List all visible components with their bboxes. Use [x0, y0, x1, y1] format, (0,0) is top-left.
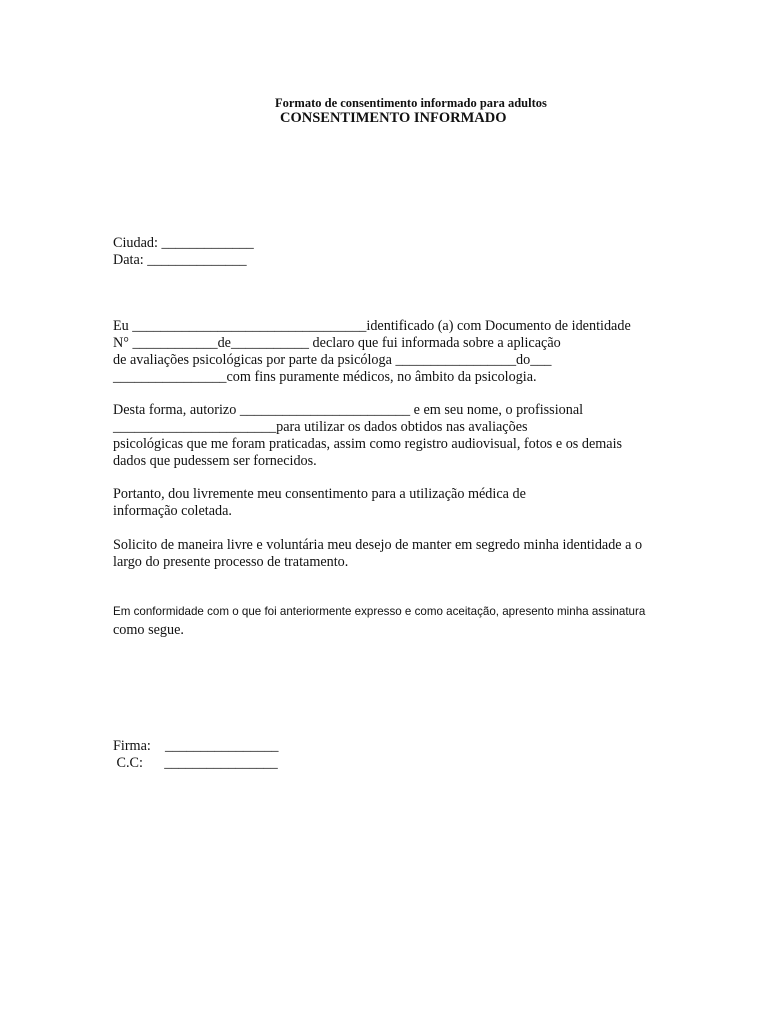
paragraph-authorization-line-1: Desta forma, autorizo ________________________ e em seu nome, o profissional — [113, 402, 584, 418]
paragraph-authorization-line-3: psicológicas que me foram praticadas, assim como registro audiovisual, fotos e os demais — [113, 436, 623, 452]
paragraph-consent-line-1: Portanto, dou livremente meu consentimento para a utilização médica de — [113, 486, 526, 502]
paragraph-authorization-line-2: _______________________para utilizar os dados obtidos nas avaliações — [113, 419, 528, 435]
paragraph-identification-line-1: Eu _________________________________identificado (a) com Documento de identidade — [113, 318, 631, 334]
paragraph-signature-intro-line-1: Em conformidade com o que foi anteriormente expresso e como aceitação, apresento minha assinatura — [113, 605, 646, 618]
ciudad-field: Ciudad: _____________ — [113, 235, 254, 251]
paragraph-consent-line-2: informação coletada. — [113, 503, 232, 519]
document-subtitle: Formato de consentimento informado para adultos — [275, 96, 547, 110]
cc-field: C.C: ________________ — [113, 755, 278, 771]
paragraph-identification-line-3: de avaliações psicológicas por parte da psicóloga _________________do___ — [113, 352, 552, 368]
document-title: CONSENTIMENTO INFORMADO — [280, 110, 507, 126]
firma-signature-field: Firma: ________________ — [113, 738, 279, 754]
paragraph-identification-line-4: ________________com fins puramente médicos, no âmbito da psicologia. — [113, 369, 537, 385]
paragraph-confidentiality-line-2: largo do presente processo de tratamento. — [113, 554, 349, 570]
paragraph-identification-line-2: N° ____________de___________ declaro que fui informada sobre a aplicação — [113, 335, 561, 351]
data-field: Data: ______________ — [113, 252, 247, 268]
paragraph-authorization-line-4: dados que pudessem ser fornecidos. — [113, 453, 317, 469]
paragraph-confidentiality-line-1: Solicito de maneira livre e voluntária meu desejo de manter em segredo minha identidade a o — [113, 537, 643, 553]
paragraph-signature-intro-line-2: como segue. — [113, 622, 184, 638]
